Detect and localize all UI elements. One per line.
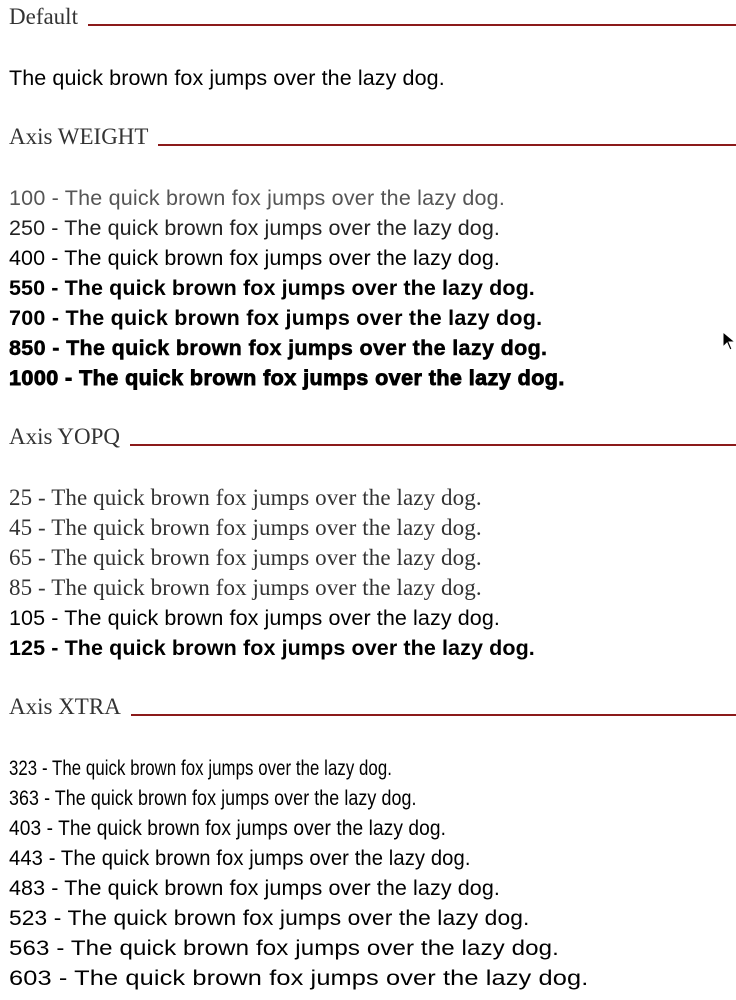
section-title: Axis XTRA [9, 694, 121, 719]
sample-yopq-105: 105 - The quick brown fox jumps over the lazy dog. [9, 606, 500, 630]
section-title: Default [9, 4, 78, 29]
sample-weight-700: 700 - The quick brown fox jumps over the lazy dog. [9, 306, 543, 330]
sample-default: The quick brown fox jumps over the lazy dog. [9, 66, 445, 90]
sample-xtra-363: 363 - The quick brown fox jumps over the lazy dog. [9, 786, 417, 810]
sample-yopq-125: 125 - The quick brown fox jumps over the lazy dog. [9, 636, 535, 660]
sample-xtra-603: 603 - The quick brown fox jumps over the lazy dog. [9, 966, 589, 990]
mouse-pointer-icon [722, 331, 736, 351]
sample-yopq-45: 45 - The quick brown fox jumps over the lazy dog. [9, 515, 482, 540]
sample-weight-1000: 1000 - The quick brown fox jumps over the lazy dog. [9, 366, 565, 390]
sample-xtra-323: 323 - The quick brown fox jumps over the lazy dog. [9, 756, 392, 780]
section-title: Axis YOPQ [9, 424, 120, 449]
section-header-xtra [9, 692, 736, 722]
sample-xtra-443: 443 - The quick brown fox jumps over the lazy dog. [9, 846, 471, 870]
sample-xtra-523: 523 - The quick brown fox jumps over the lazy dog. [9, 906, 530, 930]
sample-yopq-65: 65 - The quick brown fox jumps over the lazy dog. [9, 545, 482, 570]
sample-weight-550: 550 - The quick brown fox jumps over the lazy dog. [9, 276, 535, 300]
section-header-default [9, 2, 736, 32]
sample-yopq-85: 85 - The quick brown fox jumps over the lazy dog. [9, 575, 482, 600]
sample-weight-250: 250 - The quick brown fox jumps over the lazy dog. [9, 216, 500, 240]
sample-xtra-563: 563 - The quick brown fox jumps over the lazy dog. [9, 936, 559, 960]
sample-weight-850: 850 - The quick brown fox jumps over the lazy dog. [9, 336, 548, 360]
sample-weight-100: 100 - The quick brown fox jumps over the lazy dog. [9, 186, 505, 210]
sample-weight-400: 400 - The quick brown fox jumps over the lazy dog. [9, 246, 500, 270]
sample-xtra-403: 403 - The quick brown fox jumps over the lazy dog. [9, 816, 446, 840]
section-title: Axis WEIGHT [9, 124, 149, 149]
section-divider [130, 444, 736, 446]
section-header-weight [9, 122, 736, 152]
sample-xtra-483: 483 - The quick brown fox jumps over the lazy dog. [9, 876, 500, 900]
section-divider [88, 24, 736, 26]
section-divider [131, 714, 736, 716]
section-divider [158, 144, 736, 146]
section-header-yopq [9, 422, 736, 452]
sample-yopq-25: 25 - The quick brown fox jumps over the lazy dog. [9, 485, 482, 510]
